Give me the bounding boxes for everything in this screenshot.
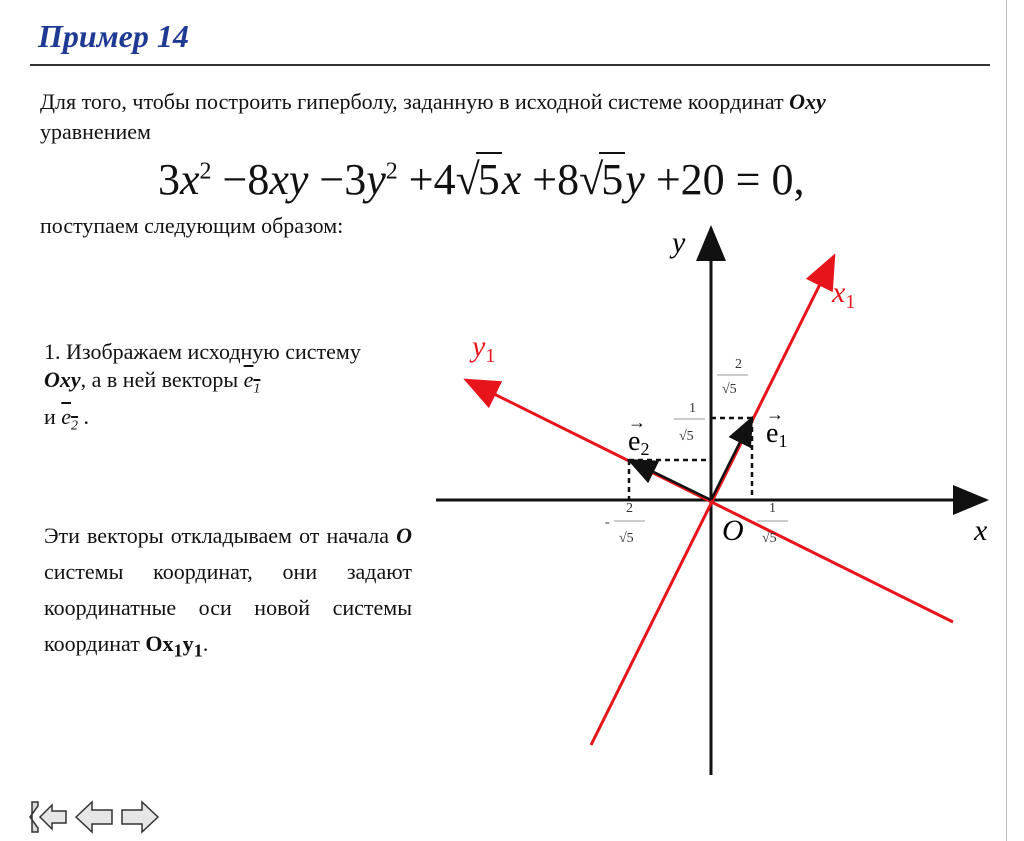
svg-text:1: 1: [689, 401, 696, 416]
svg-text:-: -: [605, 515, 610, 530]
intro-line-2: уравнением: [40, 119, 151, 144]
e2-arrow-mark: →: [628, 412, 646, 432]
intro-text: Для того, чтобы построить гиперболу, заданную в исходной системе координат: [40, 89, 790, 114]
e1-arrow-mark: →: [766, 404, 784, 424]
e1-label: e1: [766, 418, 788, 451]
fraction-1-over-sqrt5-top: [674, 401, 705, 444]
hyperbola-equation: $3x^2 -8xy -3y^2 +4√5x +8√5y +20 = 0$,: [158, 152, 804, 205]
intro-system: Oxy: [789, 89, 826, 114]
home-arrow-icon[interactable]: [28, 798, 68, 836]
explanation-paragraph: Эти векторы откладываем от начала O системы координат, они задают координатные оси новой системы координат $Ox_1y_1$.: [44, 523, 412, 661]
vector-e1-inline: $e_1$: [243, 367, 261, 397]
y-axis-label: y: [672, 226, 686, 259]
svg-text:2: 2: [626, 501, 633, 516]
fraction-2-over-sqrt5-top: [717, 357, 748, 397]
vector-e2: [629, 460, 711, 500]
svg-text:√5: √5: [679, 429, 694, 444]
vector-e1: [711, 418, 752, 500]
back-arrow-icon[interactable]: [74, 798, 114, 836]
y1-axis-label: $y_1$: [472, 330, 496, 367]
x-axis-label: x: [974, 514, 988, 547]
svg-text:√5: √5: [762, 531, 777, 546]
svg-text:√5: √5: [619, 531, 634, 546]
svg-text:2: 2: [735, 357, 742, 372]
step-1-text: 1. Изображаем исходную систему Oxy, а в ней векторы $e_1$ и $e_2$ .: [44, 339, 361, 434]
after-equation-text: поступаем следующим образом:: [40, 213, 344, 238]
forward-arrow-icon[interactable]: [120, 798, 160, 836]
svg-text:1: 1: [769, 501, 776, 516]
slide-title: Пример 14: [38, 18, 189, 54]
x1-axis-label: $x_1$: [832, 276, 856, 313]
e2-label: e2: [628, 426, 650, 459]
vector-e2-inline: $e_2$: [61, 404, 79, 434]
svg-text:√5: √5: [722, 382, 737, 397]
origin-label: O: [722, 514, 744, 547]
fraction-minus-2-over-sqrt5: [605, 501, 645, 546]
